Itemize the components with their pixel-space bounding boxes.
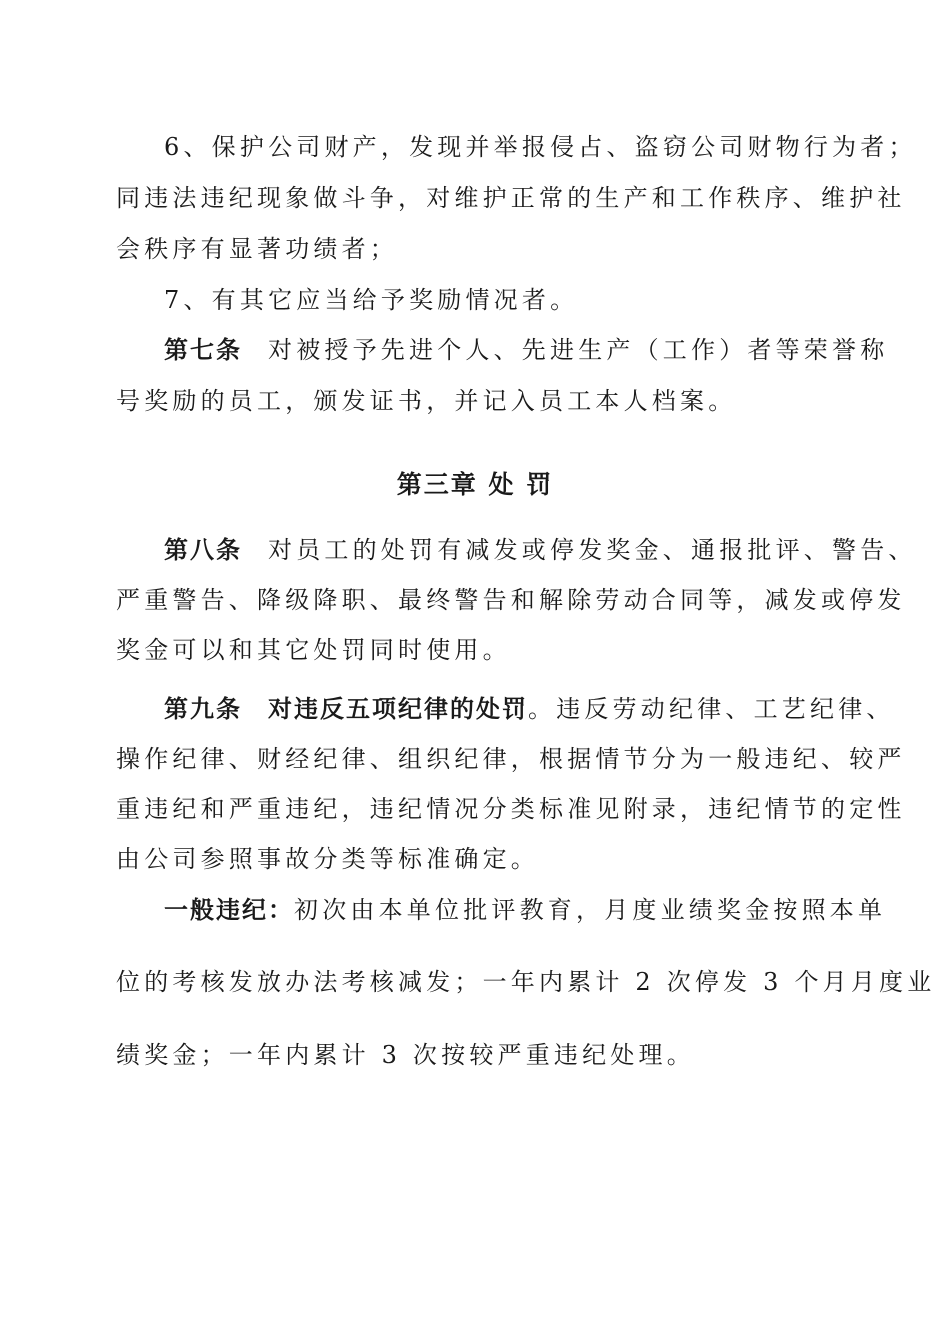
item6-line-2: 同违法违纪现象做斗争，对维护正常的生产和工作秩序、维护社 bbox=[116, 184, 906, 212]
item6-line-3: 会秩序有显著功绩者； bbox=[116, 235, 398, 263]
article9-line-4: 由公司参照事故分类等标准确定。 bbox=[116, 845, 539, 873]
article8-line-1 bbox=[164, 534, 917, 566]
general-violation-text-1: 初次由本单位批评教育，月度业绩奖金按照本单 bbox=[294, 896, 887, 924]
article9-line-2: 操作纪律、财经纪律、组织纪律，根据情节分为一般违纪、较严 bbox=[116, 745, 906, 773]
article9-line-1 bbox=[164, 693, 895, 725]
article8-title: 第八条 bbox=[164, 535, 242, 564]
article7-line-2: 号奖励的员工，颁发证书，并记入员工本人档案。 bbox=[116, 387, 737, 415]
article7-title: 第七条 bbox=[164, 335, 242, 364]
article7-text-1: 对被授予先进个人、先进生产（工作）者等荣誉称 bbox=[268, 336, 889, 364]
general-violation-line-1 bbox=[164, 894, 886, 926]
general-violation-line-2: 位的考核发放办法考核减发；一年内累计 2 次停发 3 个月月度业 bbox=[116, 968, 936, 996]
item6-line-1: 6、保护公司财产，发现并举报侵占、盗窃公司财物行为者； bbox=[164, 133, 917, 161]
article9-text-1: 。违反劳动纪律、工艺纪律、 bbox=[528, 695, 895, 723]
article9-bold-text: 对违反五项纪律的处罚 bbox=[268, 694, 528, 723]
chapter-heading: 第三章 处 罚 bbox=[396, 470, 554, 499]
item7-line-1: 7、有其它应当给予奖励情况者。 bbox=[164, 286, 579, 314]
article9-title: 第九条 bbox=[164, 694, 242, 723]
general-violation-line-3: 绩奖金；一年内累计 3 次按较严重违纪处理。 bbox=[116, 1041, 695, 1069]
article9-line-3: 重违纪和严重违纪，违纪情况分类标准见附录，违纪情节的定性 bbox=[116, 795, 906, 823]
article8-line-2: 严重警告、降级降职、最终警告和解除劳动合同等，减发或停发 bbox=[116, 586, 906, 614]
article8-text-1: 对员工的处罚有减发或停发奖金、通报批评、警告、 bbox=[268, 536, 917, 564]
article7-line-1 bbox=[164, 334, 888, 366]
article8-line-3: 奖金可以和其它处罚同时使用。 bbox=[116, 636, 511, 664]
general-violation-title: 一般违纪： bbox=[164, 895, 294, 924]
